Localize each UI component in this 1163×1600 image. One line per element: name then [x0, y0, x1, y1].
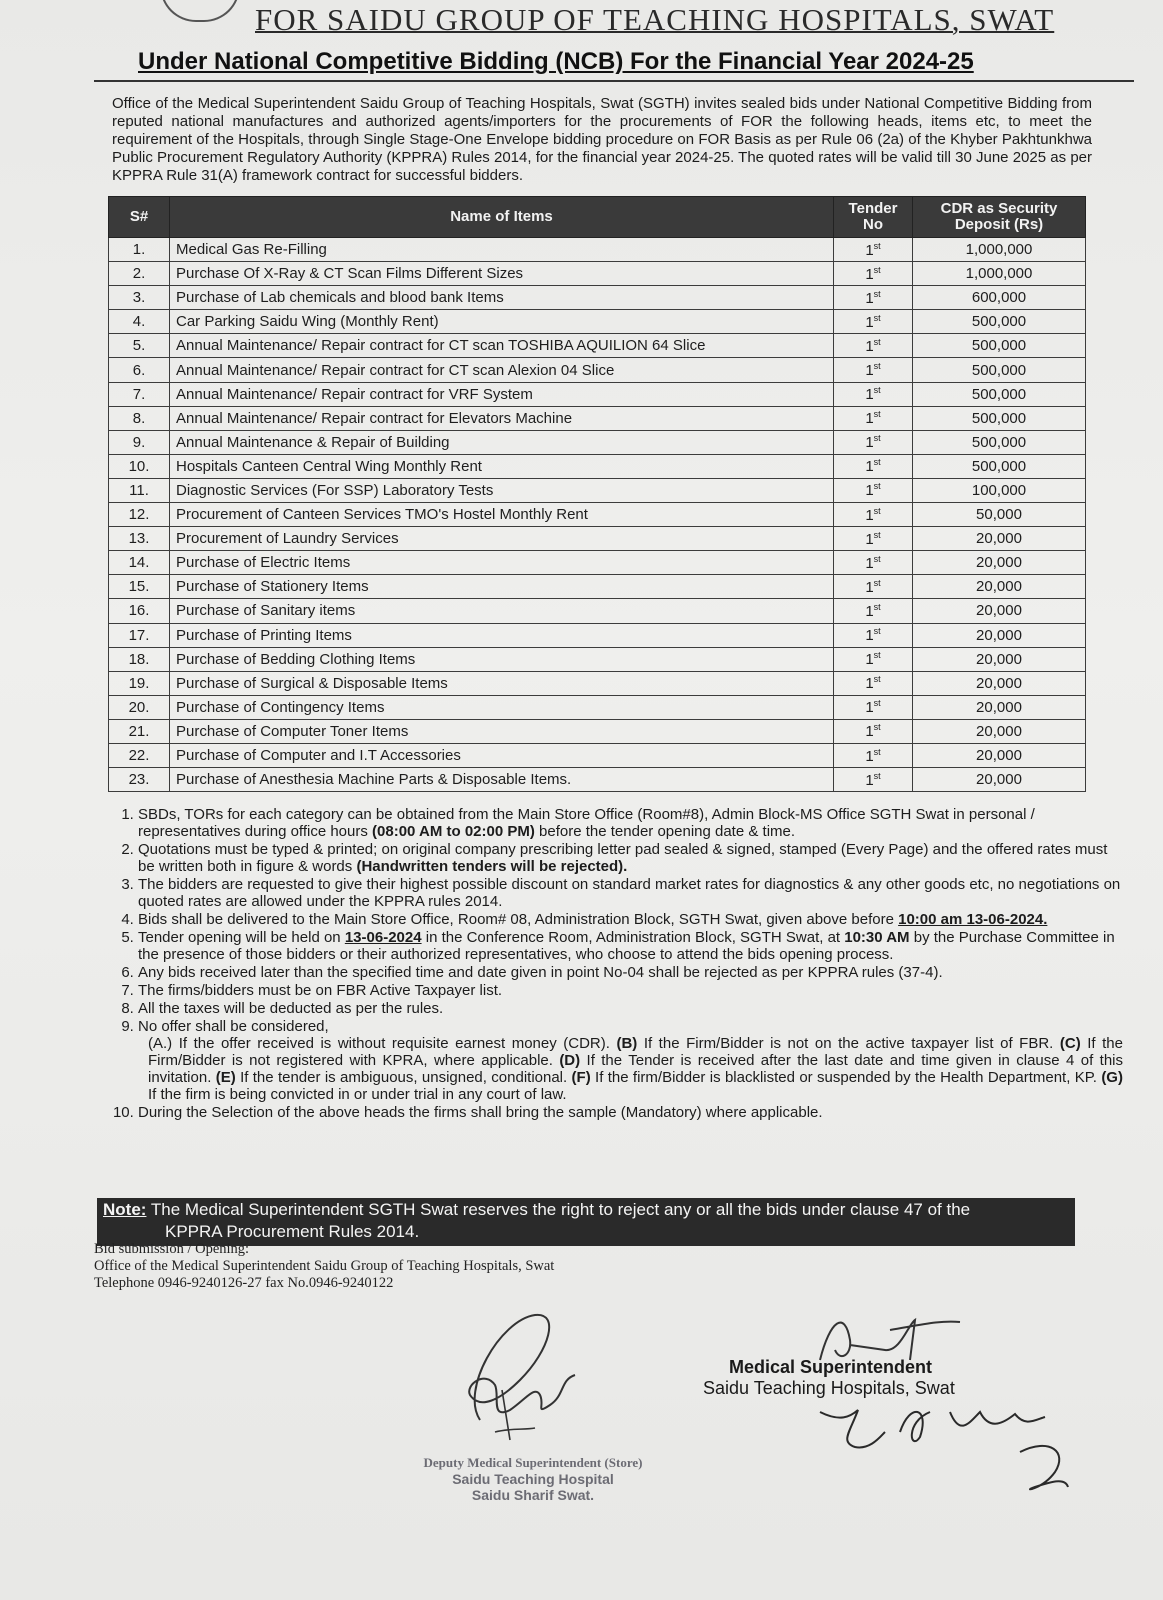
stamp-line2: Saidu Teaching Hospital [452, 1471, 614, 1487]
cdr-amount: 500,000 [913, 454, 1086, 478]
stamp-line1: Deputy Medical Superintendent (Store) [423, 1455, 643, 1470]
tender-number: 1 [865, 675, 874, 693]
tender-no [834, 382, 913, 406]
tender-number: 1 [865, 506, 874, 524]
row-number: 8. [109, 406, 170, 430]
cdr-amount: 50,000 [913, 503, 1086, 527]
note-text: in the Conference Room, Administration Block, SGTH Swat, at [421, 929, 845, 946]
cdr-amount: 500,000 [913, 430, 1086, 454]
tender-number: 1 [865, 578, 874, 596]
tender-ordinal: st [873, 601, 881, 612]
tender-number: 1 [865, 627, 874, 645]
item-name: Purchase of Electric Items [170, 551, 834, 575]
tender-ordinal: st [873, 722, 881, 733]
table-row [109, 478, 1086, 502]
table-row [109, 382, 1086, 406]
tender-ordinal: st [873, 385, 881, 396]
tender-ordinal: st [873, 553, 881, 564]
row-number: 3. [109, 286, 170, 310]
tender-number: 1 [865, 265, 874, 283]
tender-number: 1 [865, 482, 874, 500]
tender-ordinal: st [873, 433, 881, 444]
cdr-amount: 500,000 [913, 406, 1086, 430]
note-text: Quotations must be typed & printed; on original company prescribing letter pad sealed & signed, stamped (Every Page) and the offered rates must be written both in figure & words [138, 841, 1108, 875]
cond-label: (B) [616, 1035, 638, 1052]
note-text: All the taxes will be deducted as per the rules. [138, 1000, 444, 1017]
item-name: Purchase Of X-Ray & CT Scan Films Different Sizes [170, 262, 834, 286]
table-row [109, 671, 1086, 695]
table-row [109, 358, 1086, 382]
cond-label: (G) [1101, 1069, 1123, 1086]
tender-number: 1 [865, 241, 874, 259]
item-name: Purchase of Computer Toner Items [170, 719, 834, 743]
tender-ordinal: st [873, 650, 881, 661]
table-row [109, 695, 1086, 719]
submission-info [94, 1241, 554, 1292]
note-item [138, 841, 1123, 875]
row-number: 7. [109, 382, 170, 406]
row-number: 1. [109, 238, 170, 262]
item-name: Annual Maintenance/ Repair contract for VRF System [170, 382, 834, 406]
cdr-amount: 20,000 [913, 647, 1086, 671]
row-number: 4. [109, 310, 170, 334]
header-tender-line2: No [863, 216, 883, 233]
tender-no [834, 768, 913, 792]
table-row [109, 743, 1086, 767]
cdr-amount: 20,000 [913, 599, 1086, 623]
cdr-amount: 20,000 [913, 768, 1086, 792]
row-number: 23. [109, 768, 170, 792]
table-row [109, 623, 1086, 647]
row-number: 5. [109, 334, 170, 358]
cdr-amount: 600,000 [913, 286, 1086, 310]
cdr-amount: 500,000 [913, 382, 1086, 406]
header-cdr-line2: Deposit (Rs) [954, 216, 1044, 233]
item-name: Purchase of Contingency Items [170, 695, 834, 719]
tender-ordinal: st [873, 457, 881, 468]
cond-label: (D) [559, 1052, 581, 1069]
row-number: 6. [109, 358, 170, 382]
cond-label: (F) [571, 1069, 591, 1086]
tender-no [834, 406, 913, 430]
tender-no [834, 599, 913, 623]
tender-ordinal: st [873, 770, 881, 781]
table-row [109, 406, 1086, 430]
cdr-amount: 20,000 [913, 695, 1086, 719]
table-row [109, 719, 1086, 743]
cond-text: If the firm/Bidder is blacklisted or suspended by the Health Department, KP. [590, 1069, 1102, 1086]
note-label: Note: [103, 1200, 147, 1219]
note-text: by the Purchase Committee in the presence of those bidders or their authorized representatives, who choose to attend the bids opening process. [138, 929, 1115, 963]
item-name: Purchase of Lab chemicals and blood bank Items [170, 286, 834, 310]
note-text: before the tender opening date & time. [534, 823, 796, 840]
item-name: Hospitals Canteen Central Wing Monthly Rent [170, 454, 834, 478]
tender-ordinal: st [873, 336, 881, 347]
item-name: Procurement of Canteen Services TMO's Hostel Monthly Rent [170, 503, 834, 527]
item-name: Annual Maintenance/ Repair contract for Elevators Machine [170, 406, 834, 430]
note-item [138, 911, 1123, 928]
cdr-amount: 20,000 [913, 527, 1086, 551]
cond-text: If the Firm/Bidder is not on the active taxpayer list of FBR. [637, 1035, 1060, 1052]
row-number: 22. [109, 743, 170, 767]
tender-ordinal: st [873, 361, 881, 372]
row-number: 9. [109, 430, 170, 454]
tender-ordinal: st [873, 577, 881, 588]
header-cdr [913, 197, 1086, 238]
tender-ordinal: st [873, 288, 881, 299]
intro-paragraph: Office of the Medical Superintendent Saidu Group of Teaching Hospitals, Swat (SGTH) invites sealed bids under National Competitive Bidding from reputed national manufactures and authorized agents/importers for the procurements of FOR the following heads, items etc, to meet the requirement of the Hospitals, through Single Stage-One Envelope bidding procedure on FOR Basis as per Rule 06 (2a) of the Khyber Pakhtunkhwa Public Procurement Regulatory Authority (KPPRA) Rules 2014, for the financial year 2024-25. The quoted rates will be valid till 30 June 2025 as per KPPRA Rule 31(A) framework contract for successful bidders. [112, 95, 1092, 184]
row-number: 11. [109, 478, 170, 502]
header-sn: S# [109, 197, 170, 238]
note-item [138, 929, 1123, 963]
item-name: Purchase of Computer and I.T Accessories [170, 743, 834, 767]
tender-ordinal: st [873, 505, 881, 516]
item-name: Annual Maintenance/ Repair contract for CT scan TOSHIBA AQUILION 64 Slice [170, 334, 834, 358]
item-name: Purchase of Surgical & Disposable Items [170, 671, 834, 695]
logo-emblem [160, 0, 240, 22]
table-row [109, 527, 1086, 551]
cdr-amount: 20,000 [913, 551, 1086, 575]
tender-no [834, 575, 913, 599]
tender-number: 1 [865, 699, 874, 717]
item-name: Annual Maintenance/ Repair contract for CT scan Alexion 04 Slice [170, 358, 834, 382]
tender-ordinal: st [873, 698, 881, 709]
note-bold: (Handwritten tenders will be rejected). [356, 858, 628, 875]
cdr-amount: 20,000 [913, 719, 1086, 743]
tender-no [834, 286, 913, 310]
cdr-amount: 20,000 [913, 623, 1086, 647]
header-tender-line1: Tender [848, 200, 898, 217]
tender-no [834, 334, 913, 358]
item-name: Car Parking Saidu Wing (Monthly Rent) [170, 310, 834, 334]
note-banner [97, 1198, 1075, 1246]
row-number: 12. [109, 503, 170, 527]
tender-no [834, 310, 913, 334]
tender-number: 1 [865, 771, 874, 789]
header-cdr-line1: CDR as Security [940, 200, 1058, 217]
tender-no [834, 671, 913, 695]
rejection-conditions [138, 1035, 1123, 1103]
table-row [109, 310, 1086, 334]
header-tender [834, 197, 913, 238]
item-name: Purchase of Anesthesia Machine Parts & Disposable Items. [170, 768, 834, 792]
submission-phone: Telephone 0946-9240126-27 fax No.0946-9240122 [94, 1275, 394, 1291]
deputy-stamp [418, 1455, 648, 1503]
tender-ordinal: st [873, 746, 881, 757]
cond-label: (C) [1059, 1035, 1081, 1052]
cond-text: If the offer received is without requisite earnest money (CDR). [172, 1035, 617, 1052]
tender-no [834, 238, 913, 262]
tender-no [834, 695, 913, 719]
note-item [138, 982, 1123, 999]
cond-text: If the Tender is received after the last date and time given in clause 4 of this invitation. [148, 1052, 1123, 1086]
tender-no [834, 719, 913, 743]
tender-number: 1 [865, 602, 874, 620]
signatory-block [703, 1357, 955, 1399]
tender-ordinal: st [873, 626, 881, 637]
cond-label: (A.) [148, 1035, 173, 1052]
table-row [109, 334, 1086, 358]
deputy-signature [440, 1300, 610, 1450]
table-row [109, 575, 1086, 599]
note-text: Any bids received later than the specified time and date given in point No-04 shall be rejected as per KPPRA rules (37-4). [138, 964, 943, 981]
tender-no [834, 478, 913, 502]
tender-ordinal: st [873, 240, 881, 251]
tender-number: 1 [865, 289, 874, 307]
note-bold: (08:00 AM to 02:00 PM) [372, 823, 535, 840]
row-number: 14. [109, 551, 170, 575]
tender-number: 1 [865, 651, 874, 669]
table-row [109, 551, 1086, 575]
tender-number: 1 [865, 554, 874, 572]
tender-no [834, 358, 913, 382]
table-row [109, 430, 1086, 454]
tender-no [834, 262, 913, 286]
note-item [138, 1104, 1123, 1121]
tender-no [834, 527, 913, 551]
cdr-amount: 20,000 [913, 671, 1086, 695]
cdr-amount: 20,000 [913, 743, 1086, 767]
cond-text: If the tender is ambiguous, unsigned, conditional. [235, 1069, 572, 1086]
tender-number: 1 [865, 410, 874, 428]
tender-number: 1 [865, 723, 874, 741]
items-table [108, 196, 1086, 792]
note-text: During the Selection of the above heads the firms shall bring the sample (Mandatory) where applicable. [138, 1104, 823, 1121]
stamp-line3: Saidu Sharif Swat. [471, 1487, 595, 1503]
tender-ordinal: st [873, 481, 881, 492]
tender-number: 1 [865, 337, 874, 355]
note-text: No offer shall be considered, [138, 1018, 329, 1035]
note-item [138, 964, 1123, 981]
note-text: The bidders are requested to give their highest possible discount on standard market rates for diagnostics & any other goods etc, no negotiations on quoted rates are allowed under the KPPRA rules 2014. [138, 876, 1121, 910]
note-text: Tender opening will be held on [138, 929, 345, 946]
cdr-amount: 1,000,000 [913, 262, 1086, 286]
note-item [138, 1000, 1123, 1017]
cdr-amount: 100,000 [913, 478, 1086, 502]
tender-no [834, 647, 913, 671]
note-item [138, 1018, 1123, 1103]
item-name: Medical Gas Re-Filling [170, 238, 834, 262]
tender-ordinal: st [873, 264, 881, 275]
tender-ordinal: st [873, 529, 881, 540]
row-number: 20. [109, 695, 170, 719]
tender-no [834, 454, 913, 478]
table-row [109, 768, 1086, 792]
table-row [109, 238, 1086, 262]
tender-no [834, 551, 913, 575]
item-name: Purchase of Stationery Items [170, 575, 834, 599]
row-number: 15. [109, 575, 170, 599]
tender-number: 1 [865, 362, 874, 380]
cdr-amount: 500,000 [913, 358, 1086, 382]
row-number: 17. [109, 623, 170, 647]
tender-number: 1 [865, 434, 874, 452]
tender-no [834, 430, 913, 454]
signatory-title: Medical Superintendent [729, 1357, 933, 1377]
note-line1: The Medical Superintendent SGTH Swat reserves the right to reject any or all the bids under clause 47 of the [146, 1200, 971, 1219]
note-text: SBDs, TORs for each category can be obtained from the Main Store Office (Room#8), Admin Block-MS Office SGTH Swat in personal / representatives during office hours [138, 806, 1035, 840]
note-line2: KPPRA Procurement Rules 2014. [165, 1222, 420, 1241]
table-row [109, 647, 1086, 671]
header-name: Name of Items [170, 197, 834, 238]
tender-number: 1 [865, 458, 874, 476]
cond-label: (E) [215, 1069, 236, 1086]
cond-text: If the firm is being convicted in or under trial in any court of law. [148, 1086, 567, 1103]
tender-number: 1 [865, 530, 874, 548]
cdr-amount: 500,000 [913, 310, 1086, 334]
row-number: 19. [109, 671, 170, 695]
cdr-amount: 500,000 [913, 334, 1086, 358]
note-deadline: 10:00 am 13-06-2024. [898, 911, 1048, 928]
signatory-org: Saidu Teaching Hospitals, Swat [703, 1378, 955, 1398]
tender-no [834, 743, 913, 767]
row-number: 18. [109, 647, 170, 671]
tender-ordinal: st [873, 312, 881, 323]
page-subtitle: Under National Competitive Bidding (NCB) For the Financial Year 2024-25 [138, 48, 974, 75]
table-row [109, 454, 1086, 478]
item-name: Purchase of Bedding Clothing Items [170, 647, 834, 671]
item-name: Procurement of Laundry Services [170, 527, 834, 551]
note-opening-time: 10:30 AM [844, 929, 910, 946]
cdr-amount: 20,000 [913, 575, 1086, 599]
item-name: Annual Maintenance & Repair of Building [170, 430, 834, 454]
submission-office: Office of the Medical Superintendent Saidu Group of Teaching Hospitals, Swat [94, 1258, 555, 1274]
item-name: Diagnostic Services (For SSP) Laboratory Tests [170, 478, 834, 502]
table-row [109, 286, 1086, 310]
tender-number: 1 [865, 747, 874, 765]
row-number: 10. [109, 454, 170, 478]
note-text: The firms/bidders must be on FBR Active Taxpayer list. [138, 982, 503, 999]
table-row [109, 503, 1086, 527]
row-number: 13. [109, 527, 170, 551]
row-number: 21. [109, 719, 170, 743]
cond-text: If the Firm/Bidder is not registered with KPRA, where applicable. [148, 1035, 1123, 1069]
initials-scrawl [810, 1392, 1070, 1502]
notes-list [100, 806, 1123, 1122]
note-text: Bids shall be delivered to the Main Store Office, Room# 08, Administration Block, SGTH Swat, given above before [138, 911, 899, 928]
item-name: Purchase of Printing Items [170, 623, 834, 647]
note-opening-date: 13-06-2024 [344, 929, 422, 946]
cdr-amount: 1,000,000 [913, 238, 1086, 262]
tender-ordinal: st [873, 409, 881, 420]
table-row [109, 262, 1086, 286]
table-header-row [109, 197, 1086, 238]
note-item [138, 806, 1123, 840]
tender-no [834, 503, 913, 527]
row-number: 16. [109, 599, 170, 623]
tender-no [834, 623, 913, 647]
note-item [138, 876, 1123, 910]
table-row [109, 599, 1086, 623]
tender-number: 1 [865, 386, 874, 404]
submission-heading: Bid submission / Opening: [94, 1241, 250, 1257]
tender-number: 1 [865, 313, 874, 331]
item-name: Purchase of Sanitary items [170, 599, 834, 623]
row-number: 2. [109, 262, 170, 286]
tender-ordinal: st [873, 674, 881, 685]
header-divider [94, 80, 1134, 82]
org-title: FOR SAIDU GROUP OF TEACHING HOSPITALS, SWAT [255, 2, 1055, 37]
